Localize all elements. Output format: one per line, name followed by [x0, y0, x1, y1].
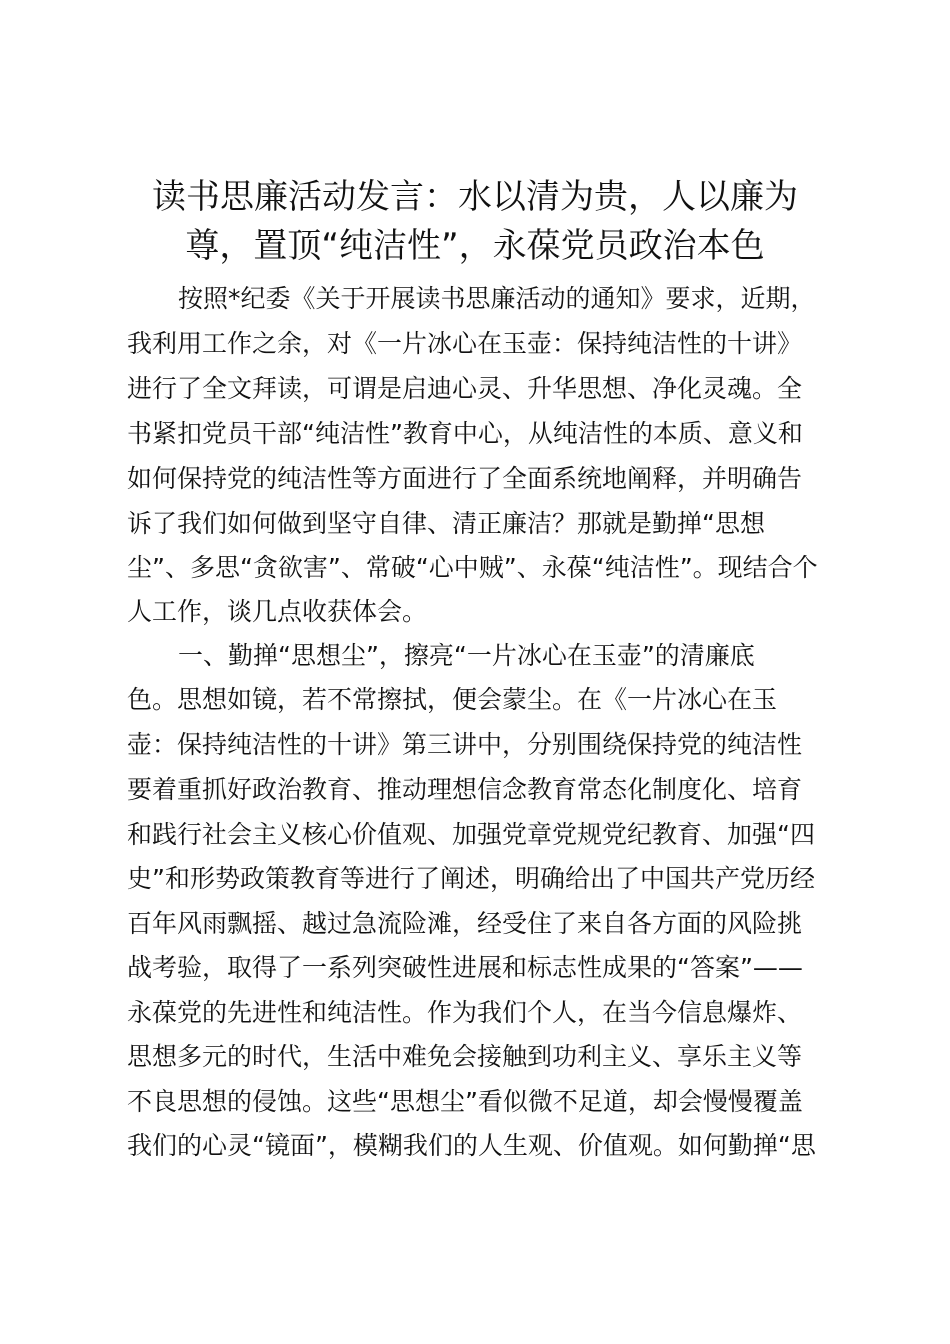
document-title-line-2: 尊，置顶“纯洁性”，永葆党员政治本色	[185, 226, 765, 266]
document-title-line-1: 读书思廉活动发言：水以清为贵，人以廉为	[152, 177, 798, 217]
paragraph-2-line: 我们的心灵“镜面”，模糊我们的人生观、价值观。如何勤掸“思	[127, 1131, 816, 1160]
paragraph-1-line: 人工作，谈几点收获体会。	[127, 597, 428, 626]
paragraph-2-line: 和践行社会主义核心价值观、加强党章党规党纪教育、加强“四	[127, 820, 815, 849]
paragraph-1-line: 诉了我们如何做到坚守自律、清正廉洁？那就是勤掸“思想	[127, 509, 765, 538]
paragraph-2-line: 百年风雨飘摇、越过急流险滩，经受住了来自各方面的风险挑	[127, 909, 803, 938]
paragraph-2-line: 战考验，取得了一系列突破性进展和标志性成果的“答案”——	[127, 953, 803, 982]
paragraph-2-line: 色。思想如镜，若不常擦拭，便会蒙尘。在《一片冰心在玉	[127, 685, 778, 714]
paragraph-2-line: 不良思想的侵蚀。这些“思想尘”看似微不足道，却会慢慢覆盖	[127, 1087, 803, 1116]
paragraph-2-line: 要着重抓好政治教育、推动理想信念教育常态化制度化、培育	[127, 775, 803, 804]
paragraph-1-line: 书紧扣党员干部“纯洁性”教育中心，从纯洁性的本质、意义和	[127, 419, 803, 448]
paragraph-1-line: 如何保持党的纯洁性等方面进行了全面系统地阐释，并明确告	[127, 464, 803, 493]
paragraph-1-line: 我利用工作之余，对《一片冰心在玉壶：保持纯洁性的十讲》	[127, 329, 803, 358]
paragraph-1-line: 尘”、多思“贪欲害”、常破“心中贼”、永葆“纯洁性”。现结合个	[127, 553, 818, 582]
section-1-heading-line: 一、勤掸“思想尘”，擦亮“一片冰心在玉壶”的清廉底	[178, 641, 755, 670]
paragraph-2-line: 史”和形势政策教育等进行了阐述，明确给出了中国共产党历经	[127, 864, 815, 893]
paragraph-2-line: 思想多元的时代，生活中难免会接触到功利主义、享乐主义等	[127, 1042, 803, 1071]
paragraph-1-line: 进行了全文拜读，可谓是启迪心灵、升华思想、净化灵魂。全	[127, 374, 803, 403]
paragraph-2-line: 壶：保持纯洁性的十讲》第三讲中，分别围绕保持党的纯洁性	[127, 730, 803, 759]
paragraph-1-line: 按照*纪委《关于开展读书思廉活动的通知》要求，近期，	[178, 284, 816, 313]
paragraph-2-line: 永葆党的先进性和纯洁性。作为我们个人，在当今信息爆炸、	[127, 998, 803, 1027]
